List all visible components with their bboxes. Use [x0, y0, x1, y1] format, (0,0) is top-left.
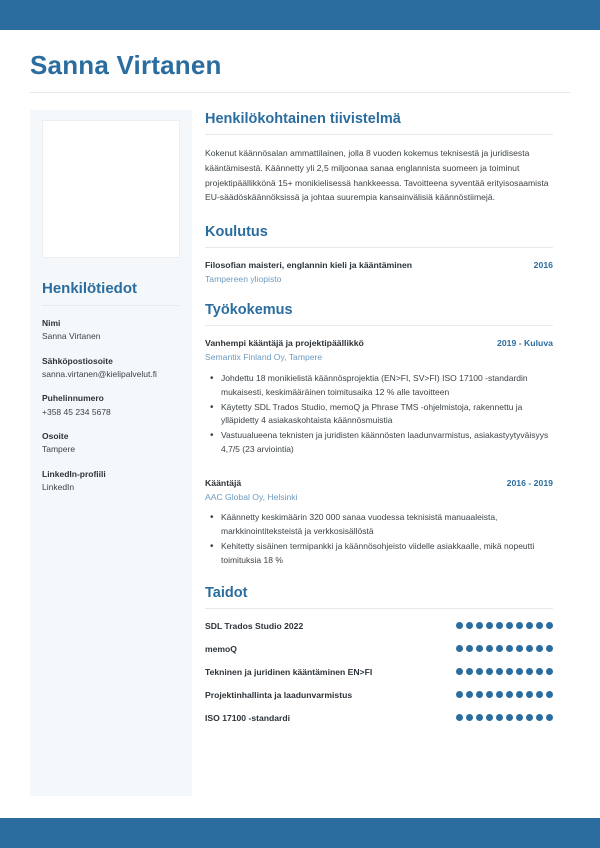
resume-body: [0, 110, 600, 796]
skill-dot-filled: [546, 691, 553, 698]
skill-dot-filled: [496, 668, 503, 675]
skill-dot-filled: [536, 668, 543, 675]
header-divider: [30, 92, 570, 93]
skill-dot-filled: [546, 668, 553, 675]
skill-dot-filled: [506, 622, 513, 629]
contact-item: [42, 430, 180, 456]
contact-label: Sähköpostiosoite: [42, 355, 113, 366]
skill-dot-filled: [486, 645, 493, 652]
skill-dot-filled: [456, 622, 463, 629]
page-title: Sanna Virtanen: [30, 50, 222, 80]
skill-dot-filled: [496, 691, 503, 698]
entry-organization: AAC Global Oy, Helsinki: [205, 491, 298, 502]
skill-rating-dots: [456, 714, 553, 721]
sidebar-heading-divider: [42, 305, 180, 306]
entry-bullet: • Johdettu 18 monikielistä käännösprojektia (EN>FI, SV>FI) ISO 17100 -standardin mukaisesti, keskimääräinen toimitusaika 12 % alle tavoitteen: [205, 372, 553, 400]
experience-list: [205, 337, 553, 567]
summary-text: Kokenut käännösalan ammattilainen, jolla 8 vuoden kokemus teknisestä ja juridisesta kääntämisestä. Käännetty yli 2,5 miljoonaa sanaa englannista suomeen ja toiminut projektipäällikkönä 15+ monikielisessä hankkeessa. Tavoitteena syventää erityisosaamista EU-säädöskäännöksissä ja johtaa suurempia kansainvälisiä käännöstiimejä.: [205, 148, 549, 203]
contact-value: sanna.virtanen@kielipalvelut.fi: [42, 368, 157, 379]
skill-dot-filled: [536, 645, 543, 652]
section-education: [205, 223, 553, 287]
skill-dot-filled: [466, 714, 473, 721]
skill-dot-filled: [526, 668, 533, 675]
education-list: [205, 259, 553, 287]
entry-title: Vanhempi kääntäjä ja projektipäällikkö: [205, 338, 364, 349]
contact-list: [42, 317, 180, 493]
contact-item: [42, 392, 180, 418]
skill-dot-filled: [456, 714, 463, 721]
contact-value: +358 45 234 5678: [42, 406, 111, 417]
skill-name: ISO 17100 -standardi: [205, 712, 291, 723]
entry-header: [205, 477, 553, 490]
contact-value: Sanna Virtanen: [42, 331, 101, 342]
entry-bullet: • Vastuualueena teknisten ja juridisten käännösten laadunvarmistus, asiakastyytyväisyys 4,7/5 (23 arviointia): [205, 429, 553, 457]
entry-bullet-list: [205, 511, 553, 567]
section-divider-skills: [205, 608, 553, 609]
top-accent-bar: [0, 0, 600, 30]
skill-dot-filled: [516, 622, 523, 629]
skill-dot-filled: [506, 668, 513, 675]
skill-row: [205, 689, 553, 701]
section-divider-summary: [205, 134, 553, 135]
section-experience: [205, 301, 553, 567]
list-item: [205, 259, 553, 287]
skill-dot-filled: [486, 668, 493, 675]
entry-header: [205, 337, 553, 350]
entry-date: 2016: [533, 260, 553, 271]
entry-spacer: [205, 467, 553, 477]
skill-dot-filled: [456, 645, 463, 652]
skill-dot-filled: [546, 714, 553, 721]
entry-bullet: • Käännetty keskimäärin 320 000 sanaa vuodessa teknisistä manuaaleista, markkinointiteksteistä ja verkkosisällöstä: [205, 511, 553, 539]
entry-bullet: • Käytetty SDL Trados Studio, memoQ ja Phrase TMS -ohjelmistoja, rakennettu ja ylläpidetty 4 asiakaskohtaista käännösmuistia: [205, 401, 553, 429]
skill-name: Tekninen ja juridinen kääntäminen EN>FI: [205, 666, 373, 677]
skill-dot-filled: [516, 714, 523, 721]
skill-row: [205, 620, 553, 632]
section-divider-experience: [205, 325, 553, 326]
contact-label: Puhelinnumero: [42, 393, 104, 404]
contact-value: Tampere: [42, 444, 76, 455]
skill-name: SDL Trados Studio 2022: [205, 620, 304, 631]
skill-dot-filled: [526, 645, 533, 652]
skill-dot-filled: [456, 668, 463, 675]
bottom-accent-bar: [0, 818, 600, 848]
section-heading-summary: Henkilökohtainen tiivistelmä: [205, 111, 401, 127]
skill-dot-filled: [496, 645, 503, 652]
entry-header: [205, 259, 553, 272]
entry-bullet-list: [205, 372, 553, 457]
section-heading-experience: Työkokemus: [205, 302, 293, 319]
contact-value: LinkedIn: [42, 481, 75, 492]
skill-row: [205, 643, 553, 655]
skill-dot-filled: [536, 691, 543, 698]
skill-dot-filled: [516, 645, 523, 652]
skill-dot-filled: [476, 668, 483, 675]
skill-name: memoQ: [205, 643, 237, 654]
entry-title: Kääntäjä: [205, 477, 242, 488]
skill-dot-filled: [526, 622, 533, 629]
contact-label: Nimi: [42, 318, 61, 328]
list-item: [205, 337, 553, 456]
skill-dot-filled: [496, 622, 503, 629]
section-skills: [205, 584, 553, 724]
skill-dot-filled: [476, 714, 483, 721]
sidebar-section-heading-personal: Henkilötiedot: [42, 280, 138, 297]
skill-dot-filled: [456, 691, 463, 698]
skill-dot-filled: [476, 691, 483, 698]
entry-organization: Semantix Finland Oy, Tampere: [205, 352, 323, 363]
skill-row: [205, 666, 553, 678]
skill-dot-filled: [546, 645, 553, 652]
skill-dot-filled: [526, 714, 533, 721]
skill-dot-filled: [466, 622, 473, 629]
skill-dot-filled: [546, 622, 553, 629]
skill-dot-filled: [516, 668, 523, 675]
avatar: [42, 120, 180, 258]
skill-dot-filled: [466, 668, 473, 675]
entry-organization: Tampereen yliopisto: [205, 274, 282, 285]
skill-rating-dots: [456, 691, 553, 698]
skill-dot-filled: [466, 645, 473, 652]
skill-dot-filled: [506, 645, 513, 652]
section-divider-education: [205, 247, 553, 248]
skill-dot-filled: [486, 714, 493, 721]
skill-dot-filled: [486, 622, 493, 629]
skill-dot-filled: [486, 691, 493, 698]
skill-rating-dots: [456, 645, 553, 652]
skill-dot-filled: [466, 691, 473, 698]
skill-dot-filled: [496, 714, 503, 721]
section-heading-education: Koulutus: [205, 224, 268, 241]
entry-date: 2016 - 2019: [506, 477, 553, 488]
section-heading-skills: Taidot: [205, 584, 248, 601]
skill-rating-dots: [456, 668, 553, 675]
skill-dot-filled: [476, 622, 483, 629]
entry-title: Filosofian maisteri, englannin kieli ja kääntäminen: [205, 260, 413, 271]
section-summary: [205, 110, 553, 205]
contact-item: [42, 468, 180, 494]
skill-dot-filled: [506, 714, 513, 721]
contact-label: LinkedIn-profiili: [42, 468, 106, 479]
skill-row: [205, 712, 553, 724]
skill-dot-filled: [476, 645, 483, 652]
skill-dot-filled: [506, 691, 513, 698]
main-column: [205, 110, 583, 735]
skill-dot-filled: [536, 622, 543, 629]
contact-label: Osoite: [42, 430, 69, 441]
contact-item: [42, 355, 180, 381]
entry-bullet: • Kehitetty sisäinen termipankki ja käännösohjeisto viidelle asiakkaalle, mikä nopeutti toimituksia 18 %: [205, 540, 553, 568]
entry-date: 2019 - Kuluva: [496, 338, 553, 349]
skill-rating-dots: [456, 622, 553, 629]
skill-dot-filled: [516, 691, 523, 698]
sidebar: [30, 110, 192, 796]
skill-dot-filled: [536, 714, 543, 721]
skill-dot-filled: [526, 691, 533, 698]
skills-list: [205, 620, 553, 724]
skill-name: Projektinhallinta ja laadunvarmistus: [205, 689, 353, 700]
contact-item: [42, 317, 180, 343]
list-item: [205, 477, 553, 568]
resume-header: [0, 30, 600, 93]
